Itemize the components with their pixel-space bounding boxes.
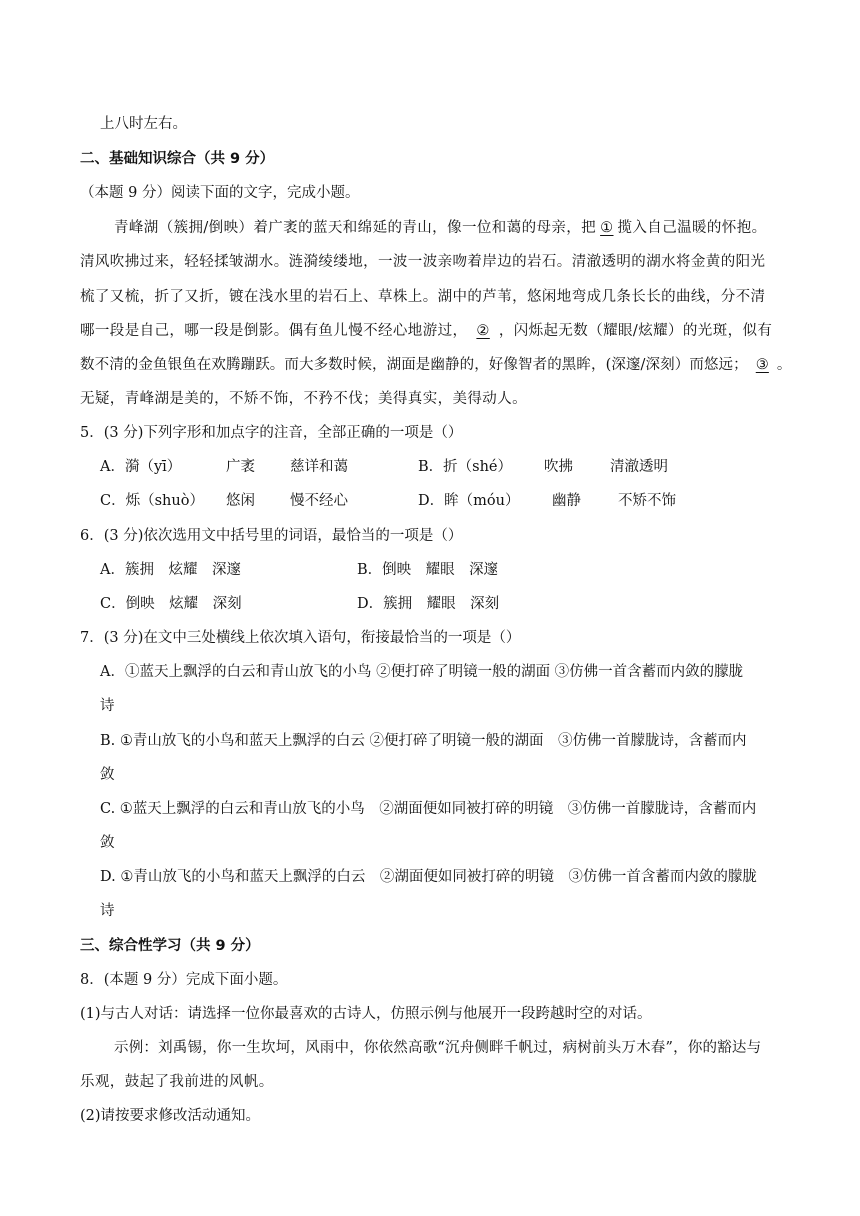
q6-option-d: D．簇拥 耀眼 深刻 [357,596,500,612]
blank-2: ② [476,323,490,339]
example-line-1: 示例：刘禹锡，你一生坎坷，风雨中，你依然高歌“沉舟侧畔千帆过，病树前头万木春”，你的豁达与 [114,1040,762,1056]
question-6-stem: 6．(3 分)依次选用文中括号里的词语，最恰当的一项是（） [80,528,463,544]
q7-option-c-line1: C. ①蓝天上飘浮的白云和青山放飞的小鸟 ②湖面便如同被打碎的明镜 ③仿佛一首朦胧诗，含蓄而内 [100,801,757,817]
question-8-sub-1: (1)与古人对话：请选择一位你最喜欢的古诗人，仿照示例与他展开一段跨越时空的对话。 [80,1006,652,1022]
passage-line-2: 清风吹拂过来，轻轻揉皱湖水。涟漪绫缕地，一波一波亲吻着岸边的岩石。清澈透明的湖水将金黄的阳光 [80,254,766,270]
passage-line-1 [114,216,767,237]
passage-text: 。 [776,357,792,373]
question-7-stem: 7．(3 分)在文中三处横线上依次填入语句，衔接最恰当的一项是（） [80,630,521,646]
q7-option-b-line2: 敛 [100,767,115,783]
q5-option-c: C．烁（shuò） [100,493,204,509]
q5-option-b: B．折（shé） [418,459,513,475]
question-8-sub-2: (2)请按要求修改活动通知。 [80,1108,261,1124]
q5-option-d-word2: 不矫不饰 [618,493,676,509]
q5-option-b-word1: 吹拂 [544,459,573,475]
q5-option-d: D．眸（móu） [418,493,520,509]
q6-option-b: B．倒映 耀眼 深邃 [357,562,499,578]
section-2-heading: 二、基础知识综合（共 9 分） [80,151,275,167]
passage-line-4 [80,319,772,340]
q5-option-a-word1: 广袤 [226,459,255,475]
blank-3: ③ [755,357,769,373]
q6-option-c: C．倒映 炫耀 深刻 [100,596,242,612]
passage-line-3: 梳了又梳，折了又折，镀在浅水里的岩石上、草株上。湖中的芦苇，悠闲地弯成几条长长的曲线，分不清 [80,289,766,305]
q7-option-d-line1: D. ①青山放飞的小鸟和蓝天上飘浮的白云 ②湖面便如同被打碎的明镜 ③仿佛一首含蓄而内敛的朦胧 [100,869,757,885]
passage-text: 数不清的金鱼银鱼在欢腾蹦跃。而大多数时候，湖面是幽静的，好像智者的黑眸，(深邃/深刻）而悠远； [80,357,748,373]
q7-option-a-line1: A．①蓝天上飘浮的白云和青山放飞的小鸟 ②便打碎了明镜一般的湖面 ③仿佛一首含蓄而内敛的朦胧 [100,664,744,680]
section-2-intro: （本题 9 分）阅读下面的文字，完成小题。 [80,185,360,201]
q7-option-b-line1: B. ①青山放飞的小鸟和蓝天上飘浮的白云 ②便打碎了明镜一般的湖面 ③仿佛一首朦胧诗，含蓄而内 [100,733,747,749]
q5-option-a: A．漪（yī） [100,459,182,475]
passage-text: ，闪烁起无数（耀眼/炫耀）的光斑，似有 [498,323,773,339]
passage-line-5 [80,353,791,374]
q5-option-c-word1: 悠闲 [226,493,255,509]
q7-option-d-line2: 诗 [100,903,115,919]
question-8-stem: 8．(本题 9 分）完成下面小题。 [80,972,288,988]
question-5-stem: 5．(3 分)下列字形和加点字的注音，全部正确的一项是（） [80,425,463,441]
passage-text: 青峰湖（簇拥/倒映）着广袤的蓝天和绵延的青山，像一位和蔼的母亲，把 [114,220,597,236]
q7-option-c-line2: 敛 [100,835,115,851]
q5-option-b-word2: 清澈透明 [610,459,668,475]
passage-text: 揽入自己温暖的怀抱。 [617,220,767,236]
section-3-heading: 三、综合性学习（共 9 分） [80,938,260,954]
blank-1: ① [600,220,614,236]
passage-line-6: 无疑，青峰湖是美的，不矫不饰，不矜不伐；美得真实，美得动人。 [80,391,527,407]
top-fragment: 上八时左右。 [100,116,187,132]
q5-option-d-word1: 幽静 [552,493,581,509]
q7-option-a-line2: 诗 [100,698,115,714]
q6-option-a: A．簇拥 炫耀 深邃 [100,562,241,578]
passage-text: 哪一段是自己，哪一段是倒影。偶有鱼儿慢不经心地游过， [80,323,468,339]
q5-option-a-word2: 慈详和蔼 [290,459,348,475]
example-line-2: 乐观，鼓起了我前进的风帆。 [80,1074,274,1090]
q5-option-c-word2: 慢不经心 [290,493,348,509]
